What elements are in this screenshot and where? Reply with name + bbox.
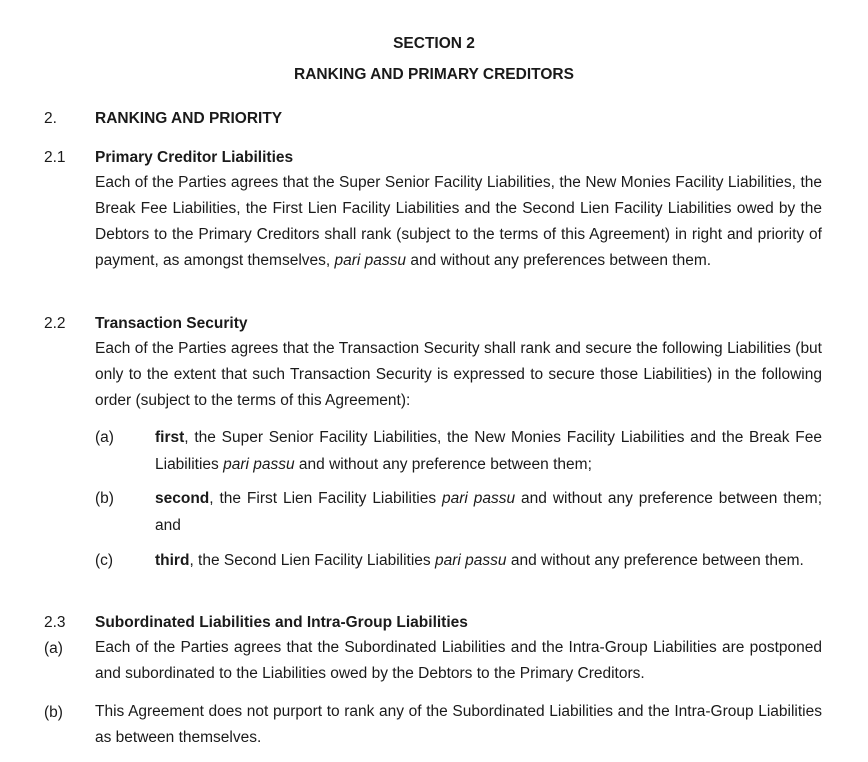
clause-2-1-text-after: and without any preferences between them.	[410, 252, 712, 269]
clause-2-3-b-text: This Agreement does not purport to rank any of the Subordinated Liabilities and the Intra-Group Liabilities as between themselves.	[95, 703, 822, 746]
clause-2-3-a-label: (a)	[44, 640, 63, 657]
clause-2-2-a-after: and without any preference between them;	[298, 456, 592, 473]
clause-2-1-body	[95, 170, 822, 274]
clause-2-1-text: Each of the Parties agrees that the Super Senior Facility Liabilities, the New Monies Facility Liabilities, the Break Fee Liabilities, the First Lien Facility Liabilities and the Second Lien Facility Liabilities owed by the Debtors to the Primary Creditors shall rank (subject to the terms of this Agreement) in right and priority of payment, as amongst themselves,	[95, 174, 822, 269]
clause-2-2-c-italic: pari passu	[435, 552, 507, 569]
clause-2-2-b-text	[155, 485, 822, 539]
clause-2-3-b-label: (b)	[44, 704, 63, 721]
clause-2-1-italic: pari passu	[334, 252, 407, 269]
clause-2-2-c-text	[155, 547, 822, 574]
clause-2-2-c-bold: third	[155, 552, 190, 569]
section-number: SECTION 2	[393, 35, 475, 52]
clause-2-2-c-before: , the Second Lien Facility Liabilities	[189, 552, 431, 569]
section-title: RANKING AND PRIMARY CREDITORS	[294, 66, 574, 83]
clause-2-2-a-text	[155, 424, 822, 478]
clause-2-2-b-bold: second	[155, 490, 210, 507]
clause-2-2-a-italic: pari passu	[223, 456, 295, 473]
clause-2-number: 2.	[44, 110, 57, 127]
clause-2-3-number: 2.3	[44, 614, 66, 631]
clause-2-2-b-label: (b)	[95, 490, 114, 507]
clause-2-2-b-italic: pari passu	[442, 490, 516, 507]
clause-2-2-b-before: , the First Lien Facility Liabilities	[209, 490, 437, 507]
clause-2-2-a-before: , the Super Senior Facility Liabilities, the New Monies Facility Liabilities and the Break Fee Liabilities	[155, 429, 822, 473]
clause-2-2-body: Each of the Parties agrees that the Transaction Security shall rank and secure the following Liabilities (but only to the extent that such Transaction Security is expressed to secure those Liabilities) in the following order (subject to the terms of this Agreement):	[95, 340, 822, 409]
clause-2-1-number: 2.1	[44, 149, 66, 166]
clause-2-2-c-after: and without any preference between them.	[510, 552, 804, 569]
clause-2-2-b-after: and without any preference between them; and	[155, 490, 823, 534]
clause-2-2-a-bold: first	[155, 429, 185, 446]
clause-2-2-c-label: (c)	[95, 552, 114, 569]
clause-2-2-heading: Transaction Security	[95, 315, 248, 332]
clause-2-3-heading: Subordinated Liabilities and Intra-Group Liabilities	[95, 614, 468, 631]
clause-2-3-a-text: Each of the Parties agrees that the Subordinated Liabilities and the Intra-Group Liabilities are postponed and subordinated to the Liabilities owed by the Debtors to the Primary Creditors.	[95, 639, 822, 682]
clause-2-1-heading: Primary Creditor Liabilities	[95, 149, 294, 166]
clause-2-2-number: 2.2	[44, 315, 66, 332]
clause-2-2-a-label: (a)	[95, 429, 114, 446]
clause-2-heading: RANKING AND PRIORITY	[95, 110, 283, 127]
